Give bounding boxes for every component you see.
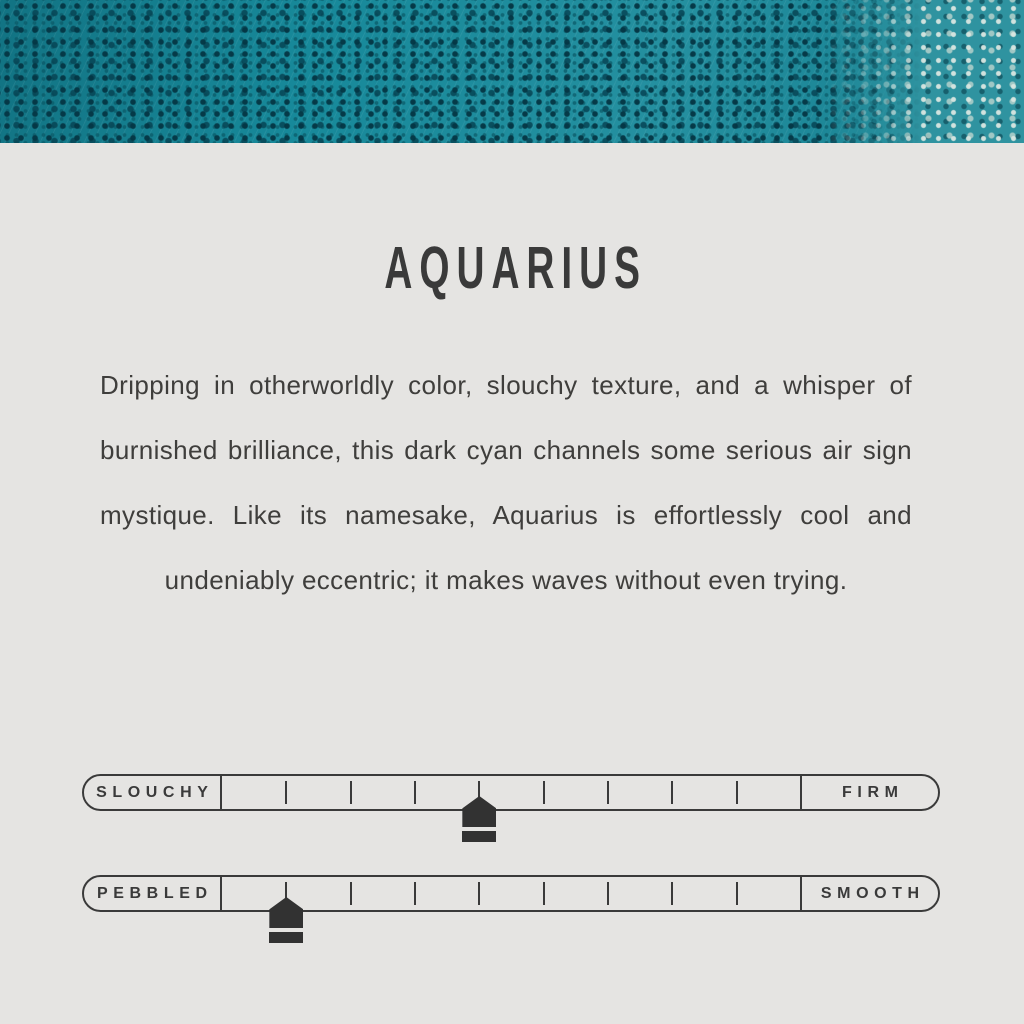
pebbled-smooth-scale — [82, 875, 940, 912]
tick-mark — [607, 882, 609, 905]
tick-mark — [671, 882, 673, 905]
tick-mark — [543, 781, 545, 804]
color-description — [100, 353, 912, 613]
tick-mark — [478, 882, 480, 905]
tick-mark — [671, 781, 673, 804]
marker-base — [462, 831, 496, 842]
scale-left-label: PEBBLED — [84, 877, 222, 910]
scale-right-label: SMOOTH — [800, 877, 938, 910]
description-line: mystique. Like its namesake, Aquarius is effortlessly cool and — [100, 500, 912, 530]
scale-marker — [269, 897, 303, 943]
tick-mark — [285, 781, 287, 804]
scale-right-label: FIRM — [800, 776, 938, 809]
marker-base — [269, 932, 303, 943]
description-line: Dripping in otherworldly color, slouchy texture, and a whisper of — [100, 370, 912, 400]
tick-mark — [414, 882, 416, 905]
scale-marker — [462, 796, 496, 842]
page-title — [0, 236, 1024, 300]
tick-mark — [736, 882, 738, 905]
marker-nib-icon — [269, 897, 303, 928]
tick-mark — [543, 882, 545, 905]
slouchy-firm-scale — [82, 774, 940, 811]
tick-mark — [350, 882, 352, 905]
description-line: undeniably eccentric; it makes waves without even trying. — [164, 565, 848, 595]
marker-nib-icon — [462, 796, 496, 827]
tick-mark — [414, 781, 416, 804]
description-line: burnished brilliance, this dark cyan channels some serious air sign — [100, 435, 912, 465]
tick-mark — [607, 781, 609, 804]
page-title-text: AQUARIUS — [384, 234, 647, 302]
leather-texture-image — [0, 0, 1024, 143]
leather-texture-highlight — [824, 0, 1024, 143]
tick-mark — [350, 781, 352, 804]
scale-left-label: SLOUCHY — [84, 776, 222, 809]
tick-mark — [736, 781, 738, 804]
